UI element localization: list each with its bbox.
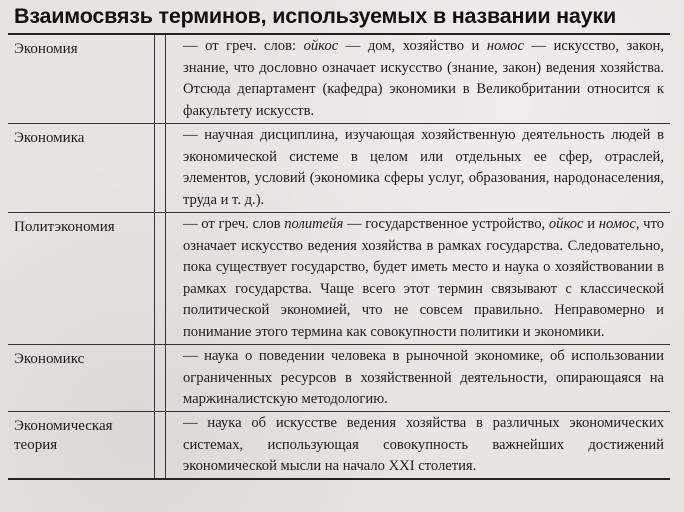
definition-cell: [165, 213, 670, 344]
definition-term-italic: политейя: [284, 216, 344, 232]
definition-term-italic: номос: [486, 38, 524, 54]
term-cell: Экономическая теория: [8, 412, 155, 478]
definition-text: — наука об искусстве ведения хозяйства в различных экономических системах, использующая совокупность важнейших достижений экономической мысли на начало XXI столетия.: [183, 415, 664, 474]
table-row: [8, 345, 670, 412]
terms-table: [8, 33, 670, 480]
definition-text: — от греч. слов: [183, 216, 285, 232]
term-cell: Экономикс: [8, 345, 155, 411]
definition-text: — государственное устройство,: [343, 216, 549, 232]
page-title: Взаимосвязь терминов, используемых в названии науки: [14, 4, 617, 28]
definition-text: — искусство, закон, знание, что дословно означает искусство (знание, закон) ведения хозяйства. Отсюда департамент (кафедра) экономики в Великобритании относится к факультету искусств.: [183, 38, 664, 119]
definition-cell: [165, 35, 670, 123]
definition-text: , что означает искусство ведения хозяйства в рамках государства. Следовательно, пока существует государство, будет иметь место и наука о хозяйствовании в рамках государства. Чаще всего этот термин связывают с классической политической экономией, что не совсем правильно. Неправомерно и понимание этого термина как совокупности политики и экономики.: [183, 216, 664, 340]
definition-term-italic: номос: [598, 216, 636, 232]
definition-term-italic: ойкос: [303, 38, 339, 54]
definition-cell: [165, 412, 670, 478]
term-cell: Экономия: [8, 35, 155, 123]
table-row: [8, 124, 670, 213]
term-cell: Политэкономия: [8, 213, 155, 344]
definition-text: и: [583, 216, 599, 232]
definition-text: — дом, хозяйство и: [338, 38, 487, 54]
definition-cell: [165, 345, 670, 411]
definition-text: — от греч. слов:: [183, 38, 304, 54]
definition-text: — наука о поведении человека в рыночной экономике, об использовании ограниченных ресурсов в хозяйственной деятельности, опирающаяся на маржиналистскую методологию.: [183, 348, 664, 407]
table-row: [8, 412, 670, 478]
definition-cell: [165, 124, 670, 212]
definition-term-italic: ойкос: [548, 216, 584, 232]
table-row: [8, 213, 670, 345]
definition-text: — научная дисциплина, изучающая хозяйственную деятельность людей в экономической системе в целом или отдельных ее сфер, отраслей, элементов, условий (экономика сферы услуг, образования, народонаселения, труда и т. д.).: [183, 127, 664, 208]
table-row: [8, 35, 670, 124]
term-cell: Экономика: [8, 124, 155, 212]
